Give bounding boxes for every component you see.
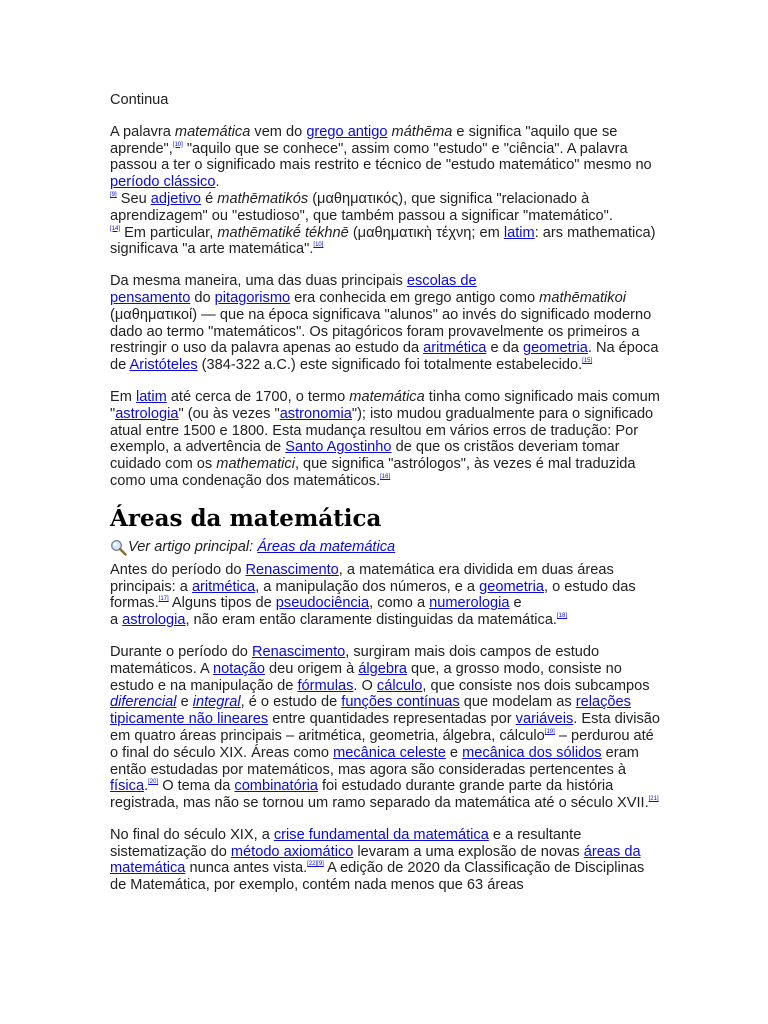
article-link[interactable]: geometria xyxy=(522,340,588,357)
text-run: é xyxy=(201,190,218,207)
article-link[interactable]: pensamento xyxy=(110,289,191,306)
hatnote-main-article xyxy=(110,539,662,556)
paragraph-before-renaissance xyxy=(110,562,662,629)
italic-term: mathēmatikḗ tékhnē xyxy=(217,224,349,241)
text-run: tinha como significado mais comum " xyxy=(110,388,660,422)
article-link[interactable]: álgebra xyxy=(358,660,407,677)
article-link[interactable]: pseudociência xyxy=(275,595,370,612)
text-run: "); isto mudou gradualmente para o significado atual entre 1500 e 1800. Esta mudança resultou em vários erros de tradução: Por exemplo, a advertência de xyxy=(110,405,654,456)
text-run: , é o estudo de xyxy=(240,694,342,711)
article-link[interactable]: período clássico xyxy=(110,174,216,191)
text-run: , que consiste nos dois subcampos xyxy=(422,677,650,694)
text-run: foi estudado durante grande parte da história registrada, mas não se tornou um ramo separado da matemática até o século XVII. xyxy=(110,778,649,812)
text-run: Alguns tipos de xyxy=(168,595,276,612)
text-run: "aquilo que se conhece", assim como "estudo" e "ciência". A palavra passou a ter o significado mais restrito e técnico de "estudo matemático" mesmo no xyxy=(110,140,652,174)
text-run: O tema da xyxy=(158,778,235,795)
text-run: – perdurou até o final do século XIX. Áreas como xyxy=(110,727,654,761)
text-run: , a matemática era dividida em duas áreas principais: a xyxy=(110,561,614,595)
text-run: Em xyxy=(110,388,136,405)
italic-term: matemática xyxy=(349,388,425,405)
text-run: e significa "aquilo que se aprende", xyxy=(110,123,618,157)
text-run: A palavra xyxy=(110,123,175,140)
text-run: A edição de 2020 da Classificação de Disciplinas de Matemática, por exemplo, contém nada menos que 63 áreas xyxy=(110,860,645,894)
paragraph-renaissance xyxy=(110,644,662,812)
citation-ref[interactable]: [19] xyxy=(544,728,555,735)
text-run: Em particular, xyxy=(120,224,218,241)
article-link[interactable]: astronomia xyxy=(279,405,352,422)
citation-ref[interactable]: [22][9] xyxy=(307,861,324,868)
text-run: deu origem à xyxy=(264,660,359,677)
article-link[interactable]: escolas de xyxy=(406,273,477,290)
text-run: (μαθηματικὴ τέχνη; em xyxy=(348,224,504,241)
text-run: Da mesma maneira, uma das duas principais xyxy=(110,273,407,290)
article-link[interactable]: funções contínuas xyxy=(341,694,460,711)
text-run: Antes do período do xyxy=(110,561,246,578)
text-run: . xyxy=(215,174,220,191)
article-link[interactable]: geometria xyxy=(479,578,545,595)
article-link[interactable]: áreas da matemática xyxy=(110,843,641,877)
text-run: : ars mathematica) significava "a arte matemática". xyxy=(110,224,656,258)
article-link[interactable]: relações tipicamente não lineares xyxy=(110,694,631,728)
article-link[interactable]: crise fundamental da matemática xyxy=(273,826,489,843)
citation-ref[interactable]: [15] xyxy=(582,358,593,365)
article-link[interactable]: física xyxy=(110,778,145,795)
article-link[interactable]: Renascimento xyxy=(245,561,339,578)
article-link[interactable]: combinatória xyxy=(234,778,318,795)
italic-term: mathēmatikoi xyxy=(539,289,626,306)
article-link[interactable]: método axiomático xyxy=(230,843,354,860)
text-run: e xyxy=(509,595,522,612)
hatnote-label: Ver artigo principal: xyxy=(128,538,254,555)
text-run: até cerca de 1700, o termo xyxy=(166,388,350,405)
text-run: que, a grosso modo, consiste no estudo e na manipulação de xyxy=(110,660,622,694)
citation-ref[interactable]: [9] xyxy=(110,191,117,198)
article-link[interactable]: astrologia xyxy=(122,612,186,629)
article-link[interactable]: latim xyxy=(503,224,535,241)
paragraph-pythagoreans xyxy=(110,273,662,374)
text-run: do xyxy=(190,289,215,306)
text-run: , a manipulação dos números, e a xyxy=(255,578,480,595)
article-link[interactable]: integral xyxy=(192,694,241,711)
text-run: de que os cristãos deveriam tomar cuidado com os xyxy=(110,439,620,473)
citation-ref[interactable]: [18] xyxy=(557,613,568,620)
italic-term: mathēmatikós xyxy=(217,190,309,207)
text-run: (384-322 a.C.) este significado foi totalmente estabelecido. xyxy=(197,357,583,374)
text-run: a xyxy=(110,612,123,629)
paragraph-nineteenth-century xyxy=(110,827,662,894)
article-link[interactable]: Santo Agostinho xyxy=(285,439,392,456)
article-link[interactable]: notação xyxy=(213,660,265,677)
article-link[interactable]: latim xyxy=(135,388,167,405)
article-link[interactable]: Renascimento xyxy=(251,643,346,660)
text-run: , que significa "astrólogos", às vezes é mal traduzida como uma condenação dos matemáticos. xyxy=(110,456,636,489)
article-link[interactable]: diferencial xyxy=(110,694,177,711)
article-link[interactable]: aritmética xyxy=(191,578,256,595)
continua-text: Continua xyxy=(110,92,169,108)
article-link[interactable]: mecânica celeste xyxy=(333,744,446,761)
article-link[interactable]: astrologia xyxy=(115,405,179,422)
text-run: vem do xyxy=(250,123,307,140)
section-heading-areas: Áreas da matemática xyxy=(110,504,382,532)
italic-term: máthēma xyxy=(391,123,453,140)
article-link[interactable]: pitagorismo xyxy=(214,289,291,306)
article-link[interactable]: mecânica dos sólidos xyxy=(462,744,602,761)
text-run: e xyxy=(445,744,463,761)
article-link[interactable]: fórmulas xyxy=(297,677,354,694)
article-link[interactable]: numerologia xyxy=(429,595,510,612)
text-run: , não eram então claramente distinguidas da matemática. xyxy=(185,612,557,629)
text-run: que modelam as xyxy=(459,694,576,711)
article-link[interactable]: grego antigo xyxy=(306,123,388,140)
text-run: No final do século XIX, a xyxy=(110,826,274,843)
paragraph-latin-usage xyxy=(110,389,662,490)
italic-term: matemática xyxy=(174,123,251,140)
text-run: . Esta divisão em quatro áreas principais – aritmética, geometria, álgebra, cálculo xyxy=(110,711,661,744)
text-run: , como a xyxy=(369,595,430,612)
text-run: era conhecida em grego antigo como xyxy=(290,289,540,306)
article-link[interactable]: variáveis xyxy=(515,711,574,728)
text-run: . Na época de xyxy=(110,340,659,374)
article-link[interactable]: adjetivo xyxy=(150,190,202,207)
citation-ref[interactable]: [14] xyxy=(110,225,121,232)
magnifier-icon xyxy=(110,539,127,556)
citation-ref[interactable]: [21] xyxy=(648,796,659,803)
text-run: . xyxy=(144,778,149,795)
text-run: eram então estudadas por matemáticos, mas agora são consideradas pertencentes à xyxy=(110,744,639,778)
text-run: entre quantidades representadas por xyxy=(268,711,516,728)
citation-ref[interactable]: [10] xyxy=(313,242,324,249)
text-run: (μαθηματικοί) — que na época significava "alunos" ao invés do significado moderno dado ao termo "matemáticos". Os pitagóricos foram provavelmente os primeiros a restringir o uso da palavra apenas ao estudo da xyxy=(110,306,652,357)
citation-ref[interactable]: [16] xyxy=(380,473,391,480)
citation-ref[interactable]: [20] xyxy=(148,779,159,786)
text-run: levaram a uma explosão de novas xyxy=(353,843,584,860)
text-run: e xyxy=(176,694,193,711)
article-link[interactable]: Aristóteles xyxy=(129,357,198,374)
citation-ref[interactable]: [17] xyxy=(158,596,169,603)
text-run: Seu xyxy=(116,190,151,207)
article-body xyxy=(110,92,662,909)
text-run: e da xyxy=(486,340,523,357)
hatnote-link[interactable]: Áreas da matemática xyxy=(257,538,396,555)
citation-ref[interactable]: [10] xyxy=(172,141,183,148)
text-run: nunca antes vista. xyxy=(185,860,308,877)
text-run: (μαθηματικός), que significa "relacionado à aprendizagem" ou "estudioso", que também passou a significar "matemático". xyxy=(110,190,613,224)
italic-term: mathematici xyxy=(216,456,295,473)
text-run: , o estudo das formas. xyxy=(110,578,636,612)
paragraph-etymology xyxy=(110,124,662,258)
text-run: e a resultante sistematização do xyxy=(110,826,582,860)
article-link[interactable]: aritmética xyxy=(423,340,487,357)
text-run: " (ou às vezes " xyxy=(178,405,280,422)
text-run: , surgiram mais dois campos de estudo matemáticos. A xyxy=(110,643,600,677)
text-run: . O xyxy=(353,677,377,694)
article-link[interactable]: cálculo xyxy=(376,677,423,694)
text-run: Durante o período do xyxy=(110,643,252,660)
